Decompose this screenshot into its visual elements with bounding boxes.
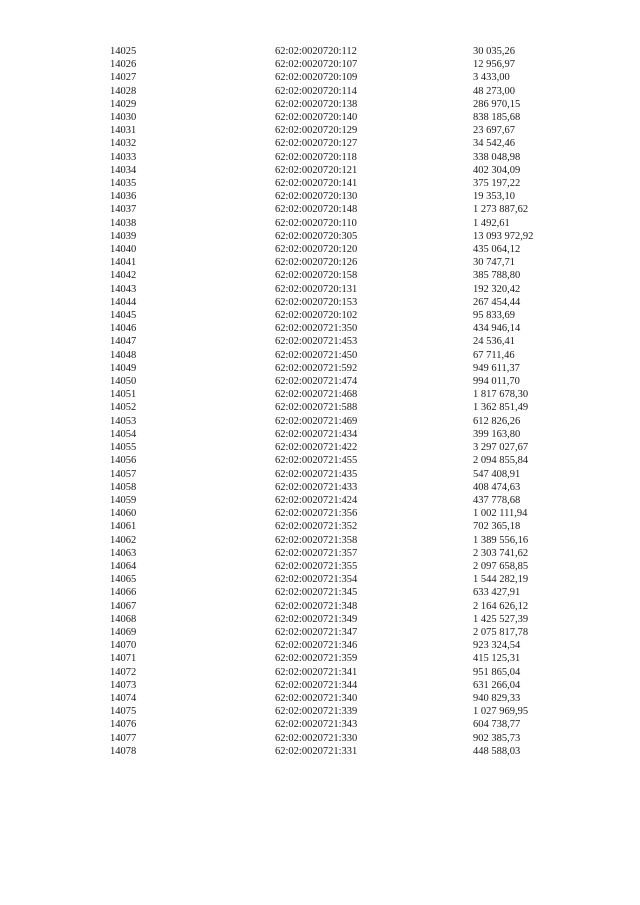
cadastral-number-cell: 62:02:0020720:158 — [275, 270, 358, 282]
row-number-cell: 14028 — [110, 85, 137, 97]
cadastral-number-cell: 62:02:0020720:140 — [275, 112, 358, 124]
cadastral-value-cell: 13 093 972,92 — [473, 230, 534, 242]
cadastral-value-cell: 1 389 556,16 — [473, 534, 529, 546]
cadastral-number-cell: 62:02:0020720:131 — [275, 283, 358, 295]
row-number-cell: 14055 — [110, 442, 137, 454]
cadastral-number-cell: 62:02:0020721:450 — [275, 349, 358, 361]
cadastral-number-cell: 62:02:0020721:355 — [275, 560, 358, 572]
cadastral-value-cell: 940 829,33 — [473, 692, 521, 704]
row-number-cell: 14035 — [110, 178, 137, 190]
table-row — [110, 283, 583, 296]
cadastral-number-cell: 62:02:0020721:344 — [275, 679, 358, 691]
table-row — [110, 454, 583, 467]
cadastral-number-cell: 62:02:0020720:141 — [275, 178, 358, 190]
cadastral-value-cell: 23 697,67 — [473, 125, 515, 137]
cadastral-value-cell: 448 588,03 — [473, 745, 521, 757]
row-number-cell: 14025 — [110, 46, 137, 57]
cadastral-value-cell: 1 273 887,62 — [473, 204, 529, 216]
cadastral-value-cell: 435 064,12 — [473, 244, 521, 256]
cadastral-value-cell: 434 946,14 — [473, 323, 521, 335]
table-row — [110, 388, 583, 401]
row-number-cell: 14036 — [110, 191, 137, 203]
row-number-cell: 14065 — [110, 574, 137, 586]
row-number-cell: 14045 — [110, 310, 137, 322]
table-row — [110, 652, 583, 665]
table-row — [110, 494, 583, 507]
row-number-cell: 14054 — [110, 428, 137, 440]
cadastral-number-cell: 62:02:0020721:341 — [275, 666, 358, 678]
table-row — [110, 481, 583, 494]
cadastral-number-cell: 62:02:0020720:102 — [275, 310, 358, 322]
table-row — [110, 520, 583, 533]
cadastral-value-cell: 24 536,41 — [473, 336, 515, 348]
cadastral-number-cell: 62:02:0020720:126 — [275, 257, 358, 269]
cadastral-value-cell: 2 303 741,62 — [473, 547, 529, 559]
table-row — [110, 679, 583, 692]
row-number-cell: 14027 — [110, 72, 137, 84]
table-row — [110, 217, 583, 230]
cadastral-value-cell: 702 365,18 — [473, 521, 521, 533]
row-number-cell: 14061 — [110, 521, 137, 533]
row-number-cell: 14039 — [110, 230, 137, 242]
table-row — [110, 164, 583, 177]
table-row — [110, 45, 583, 58]
cadastral-value-cell: 2 094 855,84 — [473, 455, 529, 467]
table-row — [110, 335, 583, 348]
cadastral-number-cell: 62:02:0020721:354 — [275, 574, 358, 586]
cadastral-number-cell: 62:02:0020720:127 — [275, 138, 358, 150]
cadastral-value-cell: 385 788,80 — [473, 270, 521, 282]
row-number-cell: 14069 — [110, 626, 137, 638]
row-number-cell: 14058 — [110, 481, 137, 493]
table-row — [110, 375, 583, 388]
table-row — [110, 322, 583, 335]
cadastral-value-cell: 547 408,91 — [473, 468, 521, 480]
cadastral-number-cell: 62:02:0020720:112 — [275, 46, 357, 57]
cadastral-value-cell: 994 011,70 — [473, 376, 520, 388]
cadastral-number-cell: 62:02:0020721:330 — [275, 732, 358, 744]
table-row — [110, 573, 583, 586]
cadastral-value-cell: 3 433,00 — [473, 72, 510, 84]
row-number-cell: 14067 — [110, 600, 137, 612]
cadastral-number-cell: 62:02:0020721:453 — [275, 336, 358, 348]
cadastral-number-cell: 62:02:0020720:118 — [275, 151, 357, 163]
cadastral-number-cell: 62:02:0020721:433 — [275, 481, 358, 493]
cadastral-number-cell: 62:02:0020721:592 — [275, 362, 358, 374]
cadastral-number-cell: 62:02:0020720:114 — [275, 85, 357, 97]
row-number-cell: 14072 — [110, 666, 137, 678]
cadastral-value-cell: 3 297 027,67 — [473, 442, 529, 454]
table-row — [110, 362, 583, 375]
cadastral-number-cell: 62:02:0020721:469 — [275, 415, 358, 427]
table-row — [110, 137, 583, 150]
row-number-cell: 14032 — [110, 138, 137, 150]
row-number-cell: 14066 — [110, 587, 137, 599]
cadastral-number-cell: 62:02:0020720:109 — [275, 72, 358, 84]
cadastral-value-cell: 67 711,46 — [473, 349, 515, 361]
row-number-cell: 14047 — [110, 336, 137, 348]
cadastral-value-cell: 399 163,80 — [473, 428, 521, 440]
table-row — [110, 401, 583, 414]
table-row — [110, 256, 583, 269]
row-number-cell: 14052 — [110, 402, 137, 414]
cadastral-number-cell: 62:02:0020721:343 — [275, 719, 358, 731]
row-number-cell: 14033 — [110, 151, 137, 163]
cadastral-value-cell: 633 427,91 — [473, 587, 521, 599]
table-row — [110, 745, 583, 758]
table-row — [110, 85, 583, 98]
table-row — [110, 415, 583, 428]
cadastral-value-cell: 267 454,44 — [473, 296, 521, 308]
cadastral-number-cell: 62:02:0020720:305 — [275, 230, 358, 242]
cadastral-number-cell: 62:02:0020721:359 — [275, 653, 358, 665]
row-number-cell: 14040 — [110, 244, 137, 256]
cadastral-number-cell: 62:02:0020721:348 — [275, 600, 358, 612]
row-number-cell: 14031 — [110, 125, 137, 137]
cadastral-number-cell: 62:02:0020721:339 — [275, 706, 358, 718]
cadastral-number-cell: 62:02:0020721:356 — [275, 508, 358, 520]
row-number-cell: 14050 — [110, 376, 137, 388]
table-row — [110, 230, 583, 243]
row-number-cell: 14042 — [110, 270, 137, 282]
cadastral-value-cell: 631 266,04 — [473, 679, 521, 691]
table-row — [110, 718, 583, 731]
table-row — [110, 124, 583, 137]
cadastral-value-cell: 19 353,10 — [473, 191, 515, 203]
row-number-cell: 14068 — [110, 613, 137, 625]
cadastral-value-cell: 30 747,71 — [473, 257, 515, 269]
cadastral-number-cell: 62:02:0020721:331 — [275, 745, 358, 757]
cadastral-value-cell: 838 185,68 — [473, 112, 521, 124]
table-row — [110, 692, 583, 705]
cadastral-value-cell: 48 273,00 — [473, 85, 515, 97]
row-number-cell: 14074 — [110, 692, 137, 704]
row-number-cell: 14048 — [110, 349, 137, 361]
cadastral-value-cell: 437 778,68 — [473, 494, 521, 506]
table-row — [110, 428, 583, 441]
row-number-cell: 14030 — [110, 112, 137, 124]
row-number-cell: 14078 — [110, 745, 137, 757]
row-number-cell: 14044 — [110, 296, 137, 308]
row-number-cell: 14049 — [110, 362, 137, 374]
cadastral-number-cell: 62:02:0020720:138 — [275, 98, 358, 110]
cadastral-value-cell: 2 097 658,85 — [473, 560, 529, 572]
table-row — [110, 534, 583, 547]
cadastral-value-cell: 902 385,73 — [473, 732, 521, 744]
cadastral-number-cell: 62:02:0020721:434 — [275, 428, 358, 440]
cadastral-value-cell: 402 304,09 — [473, 164, 521, 176]
cadastral-number-cell: 62:02:0020721:424 — [275, 494, 358, 506]
cadastral-number-cell: 62:02:0020720:148 — [275, 204, 358, 216]
row-number-cell: 14037 — [110, 204, 137, 216]
cadastral-number-cell: 62:02:0020720:110 — [275, 217, 357, 229]
row-number-cell: 14029 — [110, 98, 137, 110]
row-number-cell: 14059 — [110, 494, 137, 506]
cadastral-number-cell: 62:02:0020721:588 — [275, 402, 358, 414]
table-row — [110, 560, 583, 573]
cadastral-number-cell: 62:02:0020721:455 — [275, 455, 358, 467]
cadastral-value-cell: 338 048,98 — [473, 151, 521, 163]
cadastral-value-cell: 1 817 678,30 — [473, 389, 529, 401]
cadastral-value-cell: 2 075 817,78 — [473, 626, 529, 638]
table-row — [110, 111, 583, 124]
cadastral-number-cell: 62:02:0020721:435 — [275, 468, 358, 480]
table-row — [110, 705, 583, 718]
row-number-cell: 14077 — [110, 732, 137, 744]
row-number-cell: 14070 — [110, 640, 137, 652]
cadastral-value-cell: 923 324,54 — [473, 640, 521, 652]
cadastral-value-cell: 2 164 626,12 — [473, 600, 529, 612]
cadastral-value-cell: 604 738,77 — [473, 719, 521, 731]
cadastral-value-cell: 30 035,26 — [473, 46, 515, 57]
table-row — [110, 626, 583, 639]
row-number-cell: 14056 — [110, 455, 137, 467]
cadastral-number-cell: 62:02:0020721:468 — [275, 389, 358, 401]
cadastral-number-cell: 62:02:0020721:422 — [275, 442, 358, 454]
table-body — [110, 45, 583, 758]
cadastral-value-cell: 951 865,04 — [473, 666, 521, 678]
table-row — [110, 269, 583, 282]
cadastral-number-cell: 62:02:0020720:130 — [275, 191, 358, 203]
row-number-cell: 14051 — [110, 389, 137, 401]
table-row — [110, 441, 583, 454]
table-row — [110, 468, 583, 481]
row-number-cell: 14075 — [110, 706, 137, 718]
cadastral-number-cell: 62:02:0020720:107 — [275, 59, 358, 71]
cadastral-number-cell: 62:02:0020721:474 — [275, 376, 358, 388]
cadastral-number-cell: 62:02:0020721:340 — [275, 692, 358, 704]
row-number-cell: 14071 — [110, 653, 137, 665]
row-number-cell: 14076 — [110, 719, 137, 731]
cadastral-value-table — [110, 45, 583, 758]
cadastral-number-cell: 62:02:0020721:352 — [275, 521, 358, 533]
table-row — [110, 586, 583, 599]
cadastral-value-cell: 95 833,69 — [473, 310, 515, 322]
row-number-cell: 14057 — [110, 468, 137, 480]
row-number-cell: 14026 — [110, 59, 137, 71]
table-row — [110, 600, 583, 613]
cadastral-number-cell: 62:02:0020721:345 — [275, 587, 358, 599]
cadastral-number-cell: 62:02:0020721:350 — [275, 323, 358, 335]
table-row — [110, 613, 583, 626]
cadastral-value-cell: 949 611,37 — [473, 362, 520, 374]
table-row — [110, 203, 583, 216]
table-row — [110, 243, 583, 256]
table-row — [110, 639, 583, 652]
row-number-cell: 14060 — [110, 508, 137, 520]
table-row — [110, 309, 583, 322]
table-row — [110, 190, 583, 203]
table-row — [110, 58, 583, 71]
row-number-cell: 14043 — [110, 283, 137, 295]
cadastral-value-cell: 12 956,97 — [473, 59, 515, 71]
table-row — [110, 732, 583, 745]
cadastral-value-cell: 192 320,42 — [473, 283, 521, 295]
cadastral-number-cell: 62:02:0020721:358 — [275, 534, 358, 546]
cadastral-value-cell: 375 197,22 — [473, 178, 521, 190]
table-row — [110, 177, 583, 190]
cadastral-value-cell: 415 125,31 — [473, 653, 521, 665]
cadastral-value-cell: 34 542,46 — [473, 138, 515, 150]
cadastral-value-cell: 1 027 969,95 — [473, 706, 529, 718]
row-number-cell: 14053 — [110, 415, 137, 427]
table-row — [110, 666, 583, 679]
cadastral-value-cell: 1 544 282,19 — [473, 574, 529, 586]
cadastral-number-cell: 62:02:0020721:349 — [275, 613, 358, 625]
row-number-cell: 14038 — [110, 217, 137, 229]
cadastral-value-cell: 286 970,15 — [473, 98, 521, 110]
cadastral-value-cell: 1 362 851,49 — [473, 402, 529, 414]
cadastral-number-cell: 62:02:0020720:129 — [275, 125, 358, 137]
cadastral-value-cell: 1 492,61 — [473, 217, 510, 229]
cadastral-number-cell: 62:02:0020721:346 — [275, 640, 358, 652]
cadastral-value-cell: 612 826,26 — [473, 415, 521, 427]
table-row — [110, 349, 583, 362]
table-row — [110, 547, 583, 560]
table-row — [110, 71, 583, 84]
row-number-cell: 14063 — [110, 547, 137, 559]
cadastral-number-cell: 62:02:0020721:347 — [275, 626, 358, 638]
row-number-cell: 14034 — [110, 164, 137, 176]
row-number-cell: 14073 — [110, 679, 137, 691]
row-number-cell: 14064 — [110, 560, 137, 572]
cadastral-number-cell: 62:02:0020720:120 — [275, 244, 358, 256]
cadastral-number-cell: 62:02:0020721:357 — [275, 547, 358, 559]
table-row — [110, 296, 583, 309]
cadastral-value-cell: 1 425 527,39 — [473, 613, 529, 625]
row-number-cell: 14046 — [110, 323, 137, 335]
cadastral-value-cell: 408 474,63 — [473, 481, 521, 493]
table-row — [110, 98, 583, 111]
table-row — [110, 151, 583, 164]
cadastral-number-cell: 62:02:0020720:121 — [275, 164, 358, 176]
row-number-cell: 14041 — [110, 257, 137, 269]
cadastral-value-cell: 1 002 111,94 — [473, 508, 528, 520]
row-number-cell: 14062 — [110, 534, 137, 546]
table-row — [110, 507, 583, 520]
cadastral-number-cell: 62:02:0020720:153 — [275, 296, 358, 308]
